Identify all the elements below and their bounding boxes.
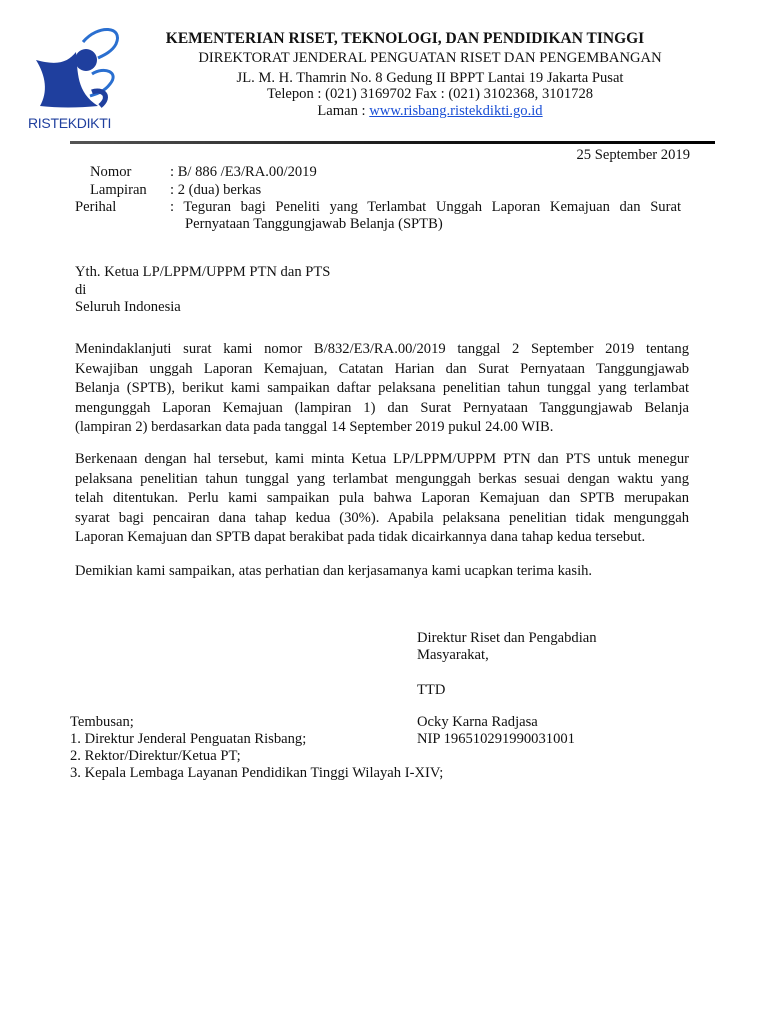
text-line: Belanja (SPTB), berikut kami sampaikan daftar pelaksana penelitian tahun tunggal yang terlambat xyxy=(75,380,689,397)
perihal-label: Perihal xyxy=(75,199,117,215)
logo-wordmark: RISTEKDIKTI xyxy=(28,115,112,131)
ministry-name: KEMENTERIAN RISET, TEKNOLOGI, DAN PENDIDIKAN TINGGI xyxy=(165,30,645,47)
text-line: Demikian kami sampaikan, atas perhatian dan kerjasamanya kami ucapkan terima kasih. xyxy=(75,563,593,579)
body-paragraph-3 xyxy=(75,562,689,582)
text-line: pelaksana penelitian tahun tunggal yang terlambat mengunggah berkas sesuai dengan waktu yang xyxy=(75,470,689,487)
header-divider xyxy=(70,141,715,144)
perihal-value-line2: Pernyataan Tanggungjawab Belanja (SPTB) xyxy=(185,216,443,232)
cc-label: Tembusan; xyxy=(70,714,134,730)
text-line: Menindaklanjuti surat kami nomor B/832/E3/RA.00/2019 tanggal 2 September 2019 tentang xyxy=(75,341,689,357)
website-line xyxy=(130,103,730,120)
directorate-name: DIREKTORAT JENDERAL PENGUATAN RISET DAN PENGEMBANGAN xyxy=(198,50,662,66)
text-line: mengunggah Laporan Kemajuan (lampiran 1) dan Surat Pernyataan Tanggungjawab Belanja xyxy=(75,399,689,416)
cc-item: 2. Rektor/Direktur/Ketua PT; xyxy=(70,748,241,764)
text-line: Berkenaan dengan hal tersebut, kami minta Ketua LP/LPPM/UPPM PTN dan PTS untuk menegur xyxy=(75,451,689,467)
text-line: telah ditentukan. Perlu kami sampaikan pula bahwa Laporan Kemajuan dan SPTB merupakan xyxy=(75,490,689,507)
text-line: (lampiran 2) berdasarkan data pada tanggal 14 September 2019 pukul 24.00 WIB. xyxy=(75,419,554,436)
cc-item: 3. Kepala Lembaga Layanan Pendidikan Tinggi Wilayah I-XIV; xyxy=(70,765,444,781)
phone-fax: Telepon : (021) 3169702 Fax : (021) 3102368, 3101728 xyxy=(266,86,594,102)
perihal-value-line1: : Teguran bagi Peneliti yang Terlambat Unggah Laporan Kemajuan dan Surat xyxy=(170,199,681,215)
address: JL. M. H. Thamrin No. 8 Gedung II BPPT Lantai 19 Jakarta Pusat xyxy=(236,70,624,86)
website-label: Laman : xyxy=(317,103,370,119)
signatory-title-line2: Masyarakat, xyxy=(417,647,489,663)
letter-date: 25 September 2019 xyxy=(576,147,690,163)
signature-ttd: TTD xyxy=(417,682,446,698)
body-paragraph-2 xyxy=(75,450,689,548)
nomor-label: Nomor xyxy=(90,164,132,180)
cc-item: 1. Direktur Jenderal Penguatan Risbang; xyxy=(70,731,307,747)
text-line: syarat bagi pencairan dana tahap kedua (30%). Apabila pelaksana penelitian tidak mengunggah xyxy=(75,509,689,526)
recipient-di: di xyxy=(75,282,87,298)
nomor-value: : B/ 886 /E3/RA.00/2019 xyxy=(170,164,317,180)
signatory-title-line1: Direktur Riset dan Pengabdian xyxy=(417,630,597,646)
text-line: Kewajiban unggah Laporan Kemajuan, Catatan Harian dan Surat Pernyataan Tanggungjawab xyxy=(75,360,689,377)
website-link[interactable]: www.risbang.ristekdikti.go.id xyxy=(369,103,543,119)
logo-emblem-icon xyxy=(28,22,128,112)
recipient-location: Seluruh Indonesia xyxy=(75,299,181,315)
lampiran-value: : 2 (dua) berkas xyxy=(170,182,262,198)
ristekdikti-logo xyxy=(28,22,128,132)
signatory-name: Ocky Karna Radjasa xyxy=(417,714,538,730)
signatory-nip: NIP 196510291990031001 xyxy=(417,731,575,747)
recipient-line: Yth. Ketua LP/LPPM/UPPM PTN dan PTS xyxy=(75,264,331,280)
body-paragraph-1 xyxy=(75,340,689,438)
text-line: Laporan Kemajuan dan SPTB dapat berakibat pada tidak dicairkannya dana tahap kedua tersebut. xyxy=(75,529,646,546)
lampiran-label: Lampiran xyxy=(90,182,147,198)
